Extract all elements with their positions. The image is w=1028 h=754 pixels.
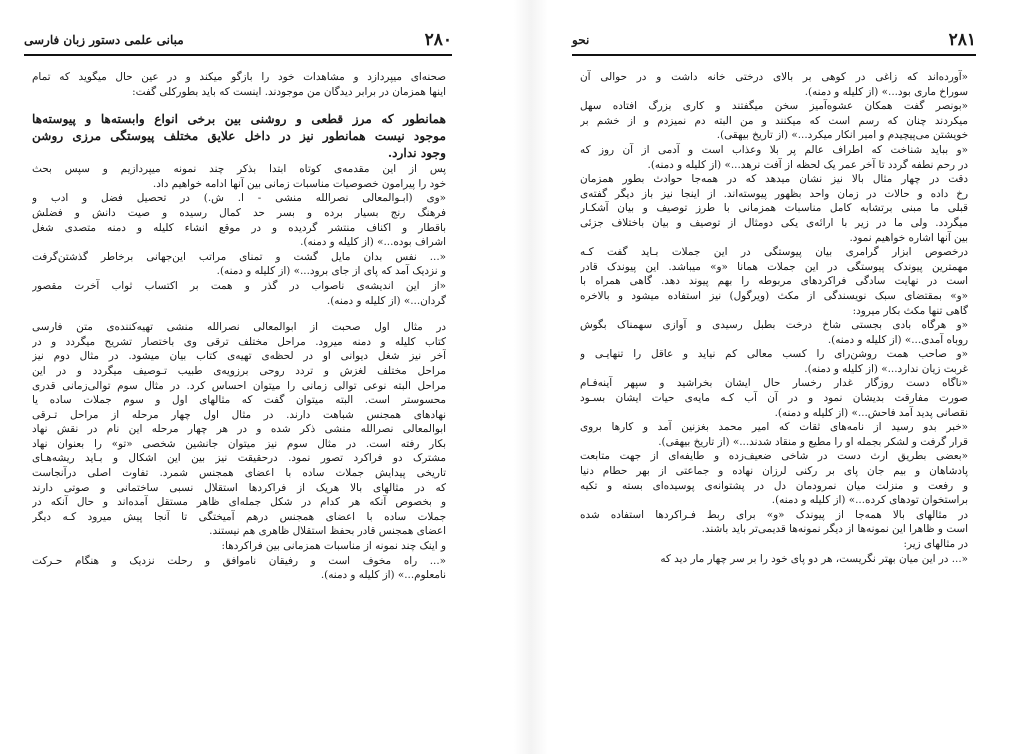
text-line: در مثالهای بالا همه‌جا از پیوندک «و» برای ربط فـراکردها استفاده شده: [580, 508, 968, 521]
text-line: است در نهایت سادگی فراکردهای مربوطه را بهم پیوند دهد. گاهی همراه با: [580, 275, 968, 288]
text-line: «آورده‌اند که زاغی در کوهی بر بالای درختی خانه داشت و در حوالی آن: [580, 71, 968, 83]
quote: [32, 191, 446, 249]
text-line: «خبر بدو رسید از نامه‌های ثقات که امیر محمد بغزنین آمد و کارها بروی: [580, 421, 968, 434]
text-line: «... در این میان بهتر نگریست، هر دو پای خود را بر سر چهار مار دید که: [660, 552, 968, 565]
text-line: اعضای همجنس قادر بحفظ استقلال ظاهری هم نیستند.: [209, 525, 446, 538]
paragraph: [580, 537, 968, 552]
text-line: خود را پیرامون خصوصیات مناسبات زمانی بین آنها ادامه خواهیم داد.: [152, 177, 446, 190]
right-running-title: نحو: [572, 33, 590, 47]
text-line: براستخوان تودهای کرده...» (از کلیله و دمنه).: [771, 494, 968, 507]
quote: [580, 449, 968, 507]
paragraph: [32, 539, 446, 554]
text-line: در مثال اول صحبت از ابوالمعالی نصرالله منشی تهیه‌کننده‌ی متن فارسی: [32, 321, 446, 334]
quote: [580, 143, 968, 172]
text-line: و نزدیک آمد که پای از جای برود...» (از کلیله و دمنه).: [216, 265, 446, 278]
text-line: بین آنها اشاره خواهیم نمود.: [849, 231, 968, 244]
text-line: موجود نیست همانطور نیز در داخل علایق مختلف پیوستگی مرزی روشن: [32, 129, 446, 144]
text-line: بکار رفته است. در مثال سوم نیز میتوان جانشین شخصی «تو» را بعنوان نهاد: [32, 437, 446, 450]
left-running-title: مبانی علمی دستور زبان فارسی: [24, 33, 184, 47]
text-line: «و هرگاه بادی بجستی شاخ درخت بطبل رسیدی و آوازی سهمناک بگوش: [580, 319, 968, 332]
text-line: خویشتن می‌پیچیدم و امیر انکار میکرد...» (از تاریخ بیهقی).: [716, 129, 968, 142]
text-line: آخر نیز شغل دیوانی او در لحظه‌ی تهیه‌ی کتاب بیان میشود. در مثال دوم نیز: [32, 350, 446, 363]
text-line: جملات ساده با اعضای همجنس درهم آمیختگی تا آنجا پیش میرود کـه دیگر: [32, 510, 446, 523]
text-line: اینها همزمان در برابر دیدگان من موجودند. اینست که باید بطورکلی گفت:: [132, 85, 446, 98]
quote: [580, 347, 968, 376]
paragraph: [32, 320, 446, 539]
text-line: رخ داده و حالات در زمان واحد بظهور پیوسته‌اند. از اینجا نیز باز دیگر گفته‌ی: [580, 187, 968, 200]
text-line: غربت زیان ندارد...» (از کلیله و دمنه).: [804, 362, 968, 375]
text-line: در مثالهای زیر:: [903, 538, 968, 550]
bold-statement: [32, 111, 446, 162]
left-page-number: ۲۸۰: [424, 30, 452, 50]
text-line: در رحم نطفه گردد تا آخر عمر یک لحظه از آفت نرهد...» (از کلیله و دمنه).: [647, 158, 968, 171]
text-line: پس از این مقدمه‌ی کوتاه ابتدا بذکر چند نمونه میپردازیم و سپس بحث: [32, 163, 446, 176]
text-line: «و بباید شناخت که اطراف عالم پر بلا وعذاب است و آدمی از آن روز که: [580, 143, 968, 156]
text-line: قبلی ما مبنی برتشابه کامل مناسبات همزمانی با طرز توصیف و بیان آشکـار: [580, 202, 968, 215]
text-line: وجود ندارد.: [387, 146, 446, 161]
intro-paragraph: [32, 70, 446, 99]
text-line: نامعلوم...» (از کلیله و دمنه).: [320, 569, 446, 582]
quote: [32, 279, 446, 308]
text-line: مهمترین پیوندک پیوستگی در این جملات همانا «و» میباشد. این پیوندک قادر: [580, 260, 968, 273]
quote: [580, 552, 968, 567]
text-line: محسوستر است. البته میتوان گفت که مثالهای اول و سوم جملات ساده یا: [32, 394, 446, 407]
text-line: کتاب کلیله و دمنه میرود. مراحل مختلف ترقی وی باختصار تشریح میگردد و در: [32, 335, 446, 348]
text-line: نقصانی پدید آمد فاحش...» (از کلیله و دمنه).: [774, 406, 968, 419]
text-line: «ناگاه دست روزگار غدار رخسار حال ایشان بخراشید و سپهر آینه‌فـام: [580, 377, 968, 390]
text-line: دقت در چهار مثال بالا نیز نشان میدهد که در همه‌جا حوادث بطور همزمان: [580, 173, 968, 186]
text-line: درخصوص ابزار گرامری بیان پیوستگی در این جملات بـاید گفت کـه: [580, 246, 968, 259]
left-page-body: [32, 70, 446, 583]
text-line: است و ظاهرا این نمونه‌ها از دیگر نمونه‌ها قدیمی‌تر باید باشند.: [701, 523, 968, 536]
paragraph: [32, 162, 446, 191]
text-line: فرهنگ رنج بسیار برده و بسر حد کمال رسیده و صیت دانش و فضلش: [32, 206, 446, 219]
quote: [580, 99, 968, 143]
right-page-number: ۲۸۱: [948, 30, 976, 50]
quote: [580, 376, 968, 420]
text-line: روباه آمدی...» (از کلیله و دمنه).: [827, 333, 968, 346]
text-line: و اینک چند نمونه از مناسبات همزمانی بین فراکردها:: [221, 540, 446, 553]
text-line: «... نفس بدان مایل گشت و تمنای مراتب این‌جهانی برخاطر گذشتن‌گرفت: [32, 250, 446, 263]
text-line: میکردند چنان که رسم است که میکنند و من البته دم نمیزدم و از خشم بر: [580, 114, 968, 127]
text-line: «و صاحب همت روشن‌رای را کسب معالی کم نیاید و عاقل را تنهایـی و: [580, 348, 968, 361]
text-line: مراحل مختلف لغزش و تردد روحی برزویه‌ی طبیب تـوصیف میگردد و در این: [32, 364, 446, 377]
left-page-header: [24, 30, 452, 56]
paragraph: [580, 172, 968, 245]
text-line: مشترک دو فراکرد تصور نمود. درحقیقت نیز بین این اشکال و بـاید ریشه‌هـای: [32, 452, 446, 465]
book-gutter: [514, 0, 548, 754]
text-line: پادشاهان و بیم جان پای بر رکنی لرزان نهاده و جماعتی از بهر حطام دنیا: [580, 465, 968, 478]
text-line: ابوالمعالی نصرالله منشی ذکر شده و در هر چهار مرحله این نام در نقش نهاد: [32, 423, 446, 436]
text-line: «بعضی بطریق ارث دست در شاخی ضعیف‌زده و طایفه‌ای از جهت متابعت: [580, 450, 968, 463]
text-line: گردان...» (از کلیله و دمنه).: [326, 294, 446, 307]
text-line: تاریخی پیدایش جملات ساده با اعضای همجنس شمرد. تفاوت اصلی درآنجاست: [32, 467, 446, 480]
quote: [580, 318, 968, 347]
text-line: باقطار و اکناف منتشر گردیده و در موقع انشاء کلیله و دمنه متصدی شغل: [32, 221, 446, 234]
text-line: «... راه مخوف است و رفیقان ناموافق و رحلت نزدیک و هنگام حـرکت: [32, 554, 446, 567]
text-line: همانطور که مرز قطعی و روشنی بین برخی انواع وابسته‌ها و پیوسته‌ها: [32, 112, 446, 127]
text-line: و بخصوص آنکه هر کدام در شکل جمله‌ای ظاهر مستقل آمده‌اند و حال آنکه در: [32, 496, 446, 509]
right-page-body: [580, 70, 968, 566]
right-page-header: [572, 30, 976, 56]
text-line: قرار گرفت و لشکر بجمله او را مطیع و منقاد شدند...» (از تاریخ بیهقی).: [658, 435, 968, 448]
text-line: «وی (ابـوالمعالی نصرالله منشی - ا. ش.) در تحصیل فضل و ادب و: [32, 192, 446, 205]
text-line: «از این اندیشه‌ی ناصواب در گذر و همت بر اکتساب ثواب آخرت مقصور: [32, 279, 446, 292]
text-line: نهادهای همجنس شباهت دارند. در مثال اول چهار مرحله از مراحل تـرقی: [32, 408, 446, 421]
text-line: «و» بمقتضای سبک نویسندگی از مکث (ویرگول) نیز استفاده میشود و بالاخره: [580, 289, 968, 302]
text-line: گاهی تنها مکث بکار میرود:: [852, 304, 968, 317]
quote: [580, 420, 968, 449]
text-line: و رفعت و منزلت میان نمرودمان دل در پشتوانه‌ی پوسیده‌ای بسته و تکیه: [580, 479, 968, 492]
text-line: «بونصر گفت همکان عشوه‌آمیز سخن میگفتند و کاری بزرگ افتاده سهل: [580, 100, 968, 113]
paragraph: [580, 508, 968, 537]
paragraph: [580, 245, 968, 318]
right-page: [548, 0, 1028, 754]
text-line: سوراخ ماری بود...» (از کلیله و دمنه).: [804, 85, 968, 98]
text-line: که در مثالهای بالا هریک از فراکردها استقلال نسبی ساختمانی و صوتی دارند: [32, 481, 446, 494]
quote: [32, 250, 446, 279]
text-line: صورت مفارقت بدیشان نمود و در آن آب کـه مایه‌ی حیات ایشان بسـود: [580, 392, 968, 405]
text-line: میگردد. ولی ما در زیر با ارائه‌ی یکی دومثال از توصیف و بیان باختلاف جزئی: [580, 216, 968, 229]
text-line: اشراف بوده...» (از کلیله و دمنه).: [300, 236, 446, 249]
quote: [580, 70, 968, 99]
text-line: صحنه‌ای میپردازد و مشاهدات خود را بازگو میکند و در عین حال میگوید که تمام: [32, 71, 446, 83]
text-line: مراحل البته نوعی توالی زمانی را میتوان احساس کرد. در مثال سوم توالی‌زمانی قدری: [32, 379, 446, 392]
quote: [32, 554, 446, 583]
